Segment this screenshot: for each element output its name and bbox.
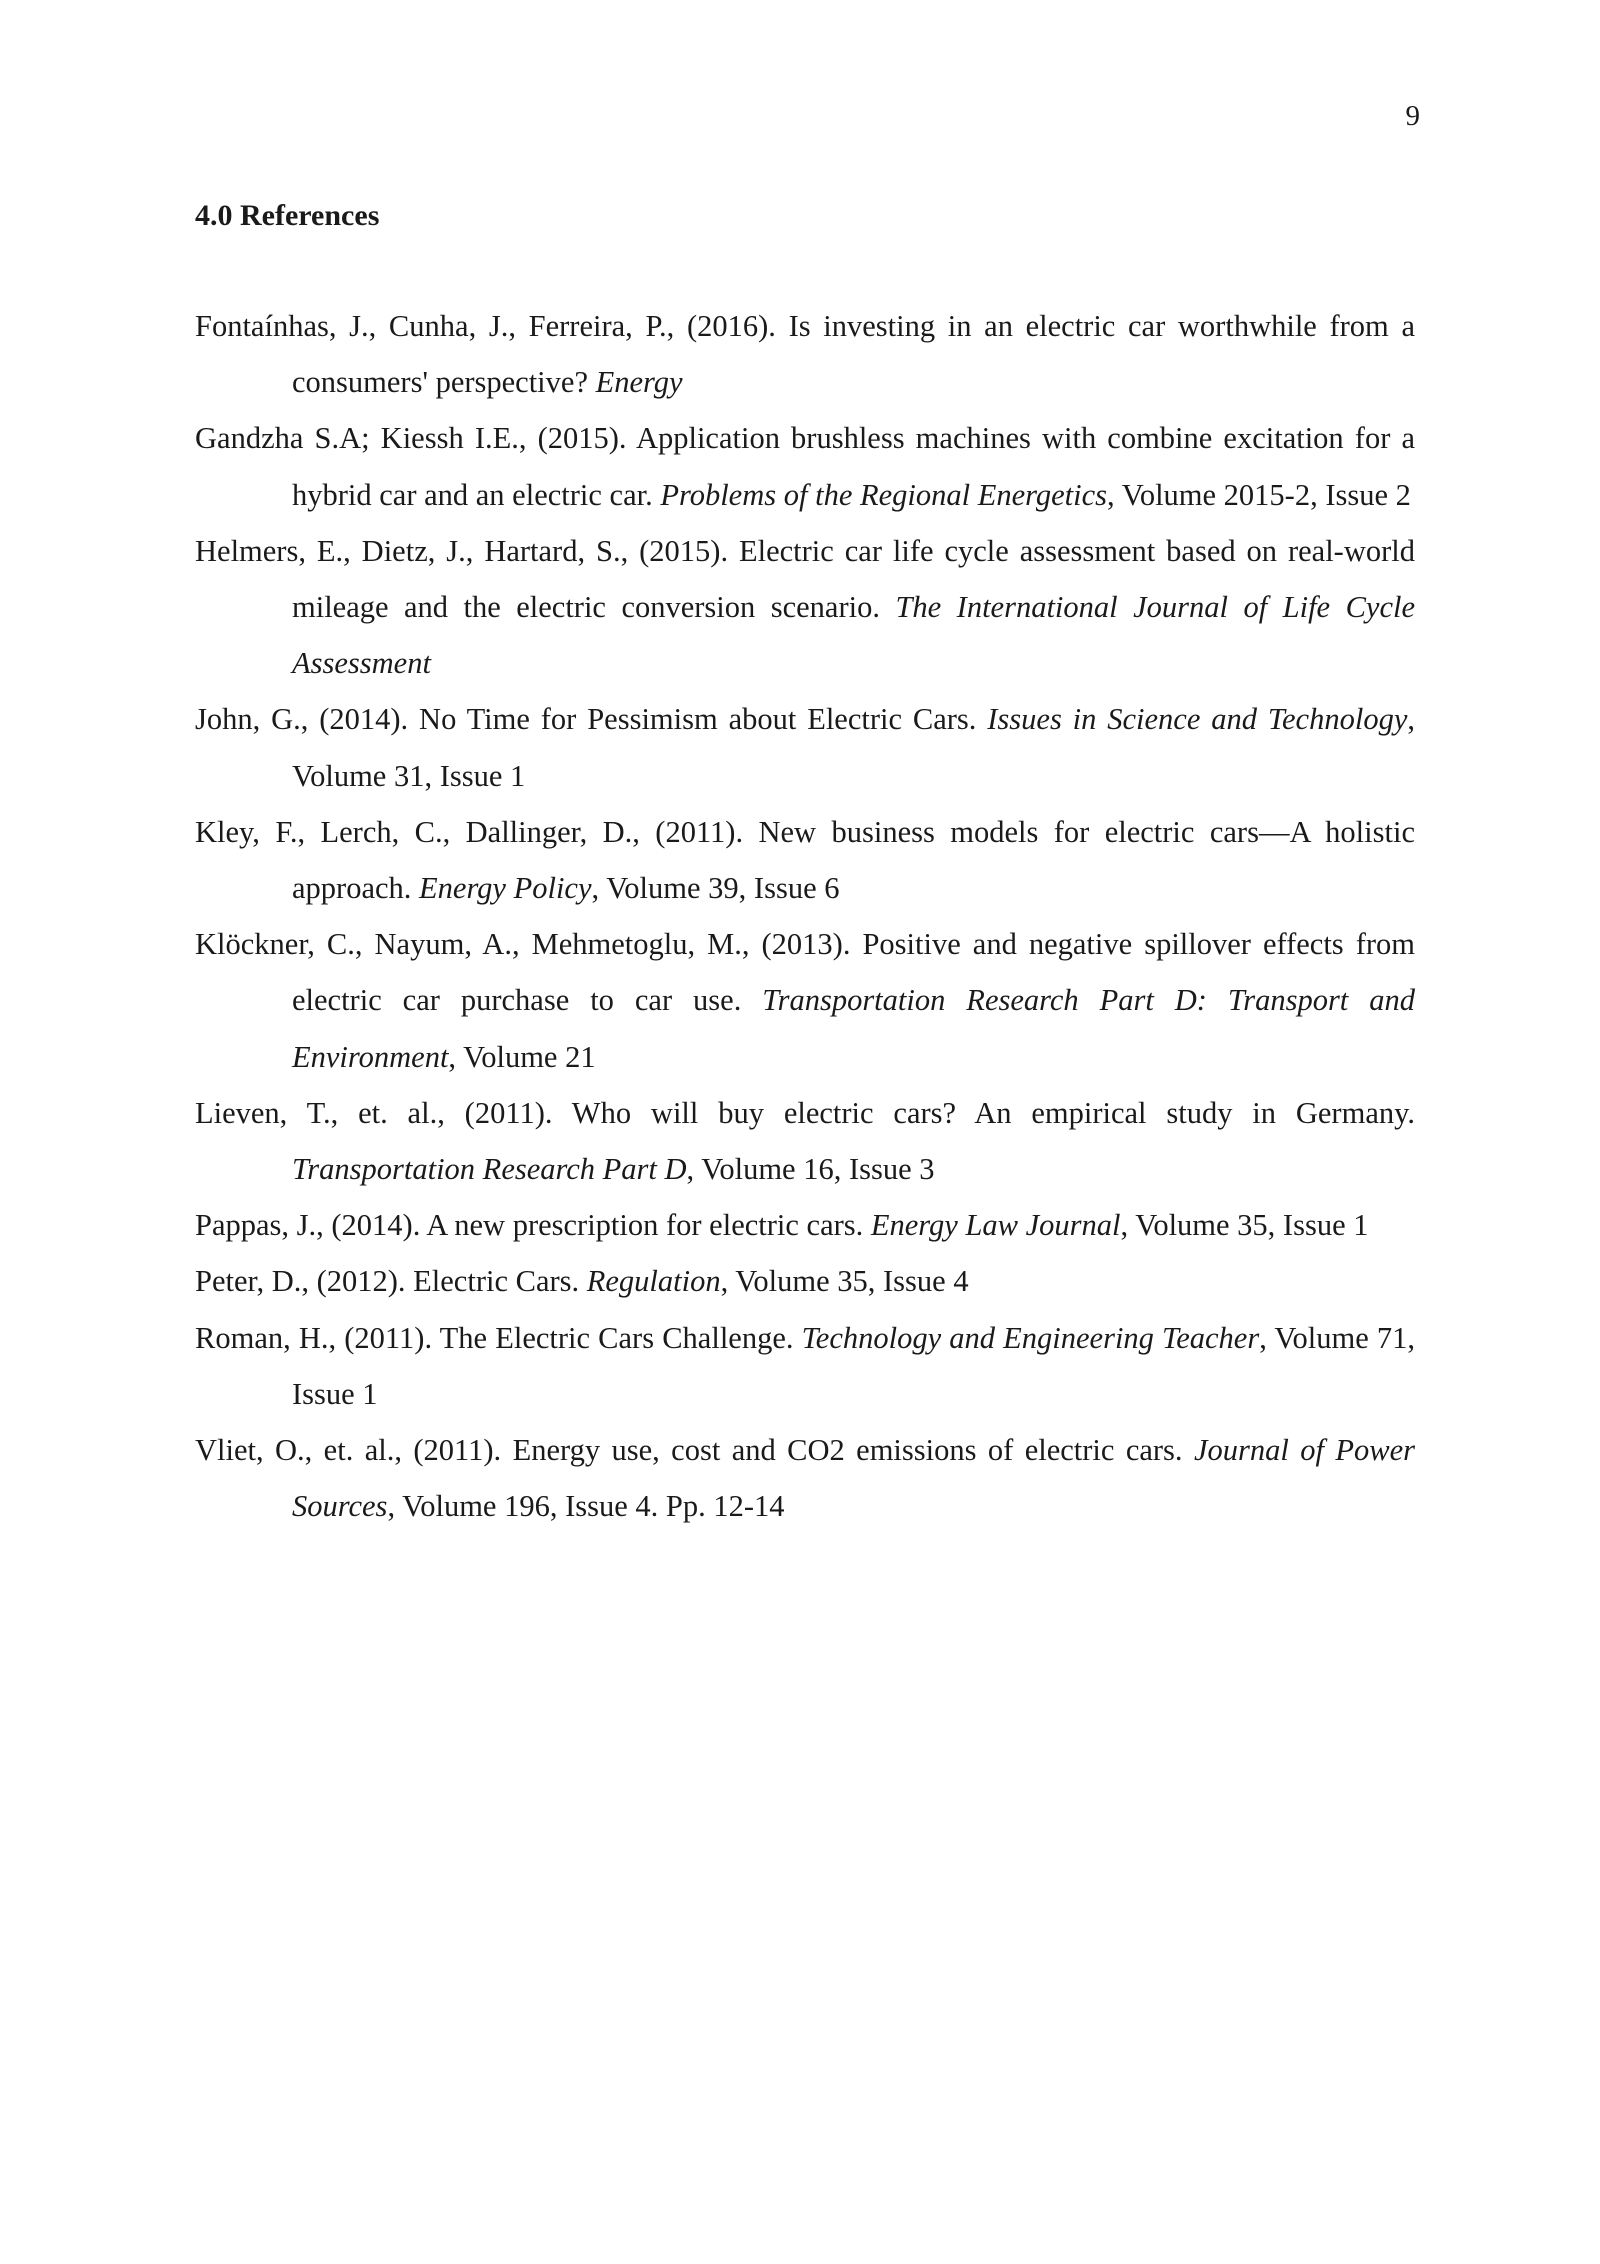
journal-title: Journal of Power Sources bbox=[292, 1433, 1415, 1524]
journal-title: Energy Policy bbox=[419, 871, 592, 906]
reference-item bbox=[195, 1422, 1415, 1534]
page-number: 9 bbox=[1405, 100, 1420, 132]
journal-title: Energy Law Journal bbox=[870, 1208, 1121, 1243]
reference-text: Vliet, O., et. al., (2011). Energy use, cost and CO2 emissions of electric cars. bbox=[195, 1433, 1194, 1468]
reference-text: Peter, D., (2012). Electric Cars. bbox=[195, 1264, 587, 1299]
reference-volume: , Volume 21 bbox=[448, 1039, 596, 1074]
reference-item bbox=[195, 410, 1415, 522]
reference-item bbox=[195, 1197, 1415, 1253]
reference-volume: , Volume 39, Issue 6 bbox=[591, 871, 840, 906]
reference-text: Gandzha S.A; Kiessh I.E., (2015). Application brushless machines with combine excitation for a hybrid car and an electric car. bbox=[195, 421, 1415, 512]
reference-text: Helmers, E., Dietz, J., Hartard, S., (2015). Electric car life cycle assessment based on real-world mileage and the electric conversion scenario. bbox=[195, 533, 1415, 625]
journal-title: Issues in Science and Technology bbox=[987, 702, 1408, 737]
reference-volume: , Volume 35, Issue 4 bbox=[720, 1264, 969, 1299]
reference-volume: , Volume 196, Issue 4. Pp. 12-14 bbox=[387, 1489, 785, 1524]
reference-text: Lieven, T., et. al., (2011). Who will buy electric cars? An empirical study in Germany. bbox=[195, 1095, 1415, 1130]
reference-item bbox=[195, 1310, 1415, 1422]
reference-text: John, G., (2014). No Time for Pessimism about Electric Cars. bbox=[195, 702, 988, 737]
reference-volume: , Volume 35, Issue 1 bbox=[1120, 1208, 1369, 1243]
reference-volume: , Volume 2015-2, Issue 2 bbox=[1107, 477, 1411, 512]
reference-list bbox=[195, 298, 1415, 1534]
reference-item bbox=[195, 523, 1415, 692]
journal-title: Transportation Research Part D: Transport and Environment bbox=[292, 983, 1415, 1074]
reference-text: Fontaínhas, J., Cunha, J., Ferreira, P., (2016). Is investing in an electric car worthwhile from a consumers' perspective? bbox=[195, 309, 1415, 400]
journal-title: The International Journal of Life Cycle Assessment bbox=[292, 590, 1415, 681]
section-heading: 4.0 References bbox=[195, 199, 380, 232]
reference-item bbox=[195, 916, 1415, 1085]
journal-title: Transportation Research Part D bbox=[292, 1152, 687, 1187]
reference-text: Kley, F., Lerch, C., Dallinger, D., (2011). New business models for electric cars—A holistic approach. bbox=[195, 814, 1415, 906]
reference-item bbox=[195, 691, 1415, 803]
reference-item bbox=[195, 298, 1415, 410]
journal-title: Problems of the Regional Energetics bbox=[660, 477, 1108, 512]
reference-item bbox=[195, 1253, 1415, 1309]
reference-item bbox=[195, 804, 1415, 916]
journal-title: Energy bbox=[595, 365, 683, 400]
journal-title: Technology and Engineering Teacher bbox=[801, 1320, 1260, 1355]
reference-text: Klöckner, C., Nayum, A., Mehmetoglu, M., (2013). Positive and negative spillover effects from electric car purchase to car use. bbox=[195, 927, 1415, 1018]
journal-title: Regulation bbox=[586, 1264, 721, 1299]
reference-text: Pappas, J., (2014). A new prescription for electric cars. bbox=[195, 1208, 871, 1243]
reference-volume: , Volume 71, Issue 1 bbox=[292, 1320, 1415, 1411]
reference-volume: , Volume 16, Issue 3 bbox=[686, 1152, 935, 1187]
reference-item bbox=[195, 1085, 1415, 1197]
reference-volume: , Volume 31, Issue 1 bbox=[292, 702, 1415, 793]
reference-text: Roman, H., (2011). The Electric Cars Challenge. bbox=[195, 1320, 802, 1355]
